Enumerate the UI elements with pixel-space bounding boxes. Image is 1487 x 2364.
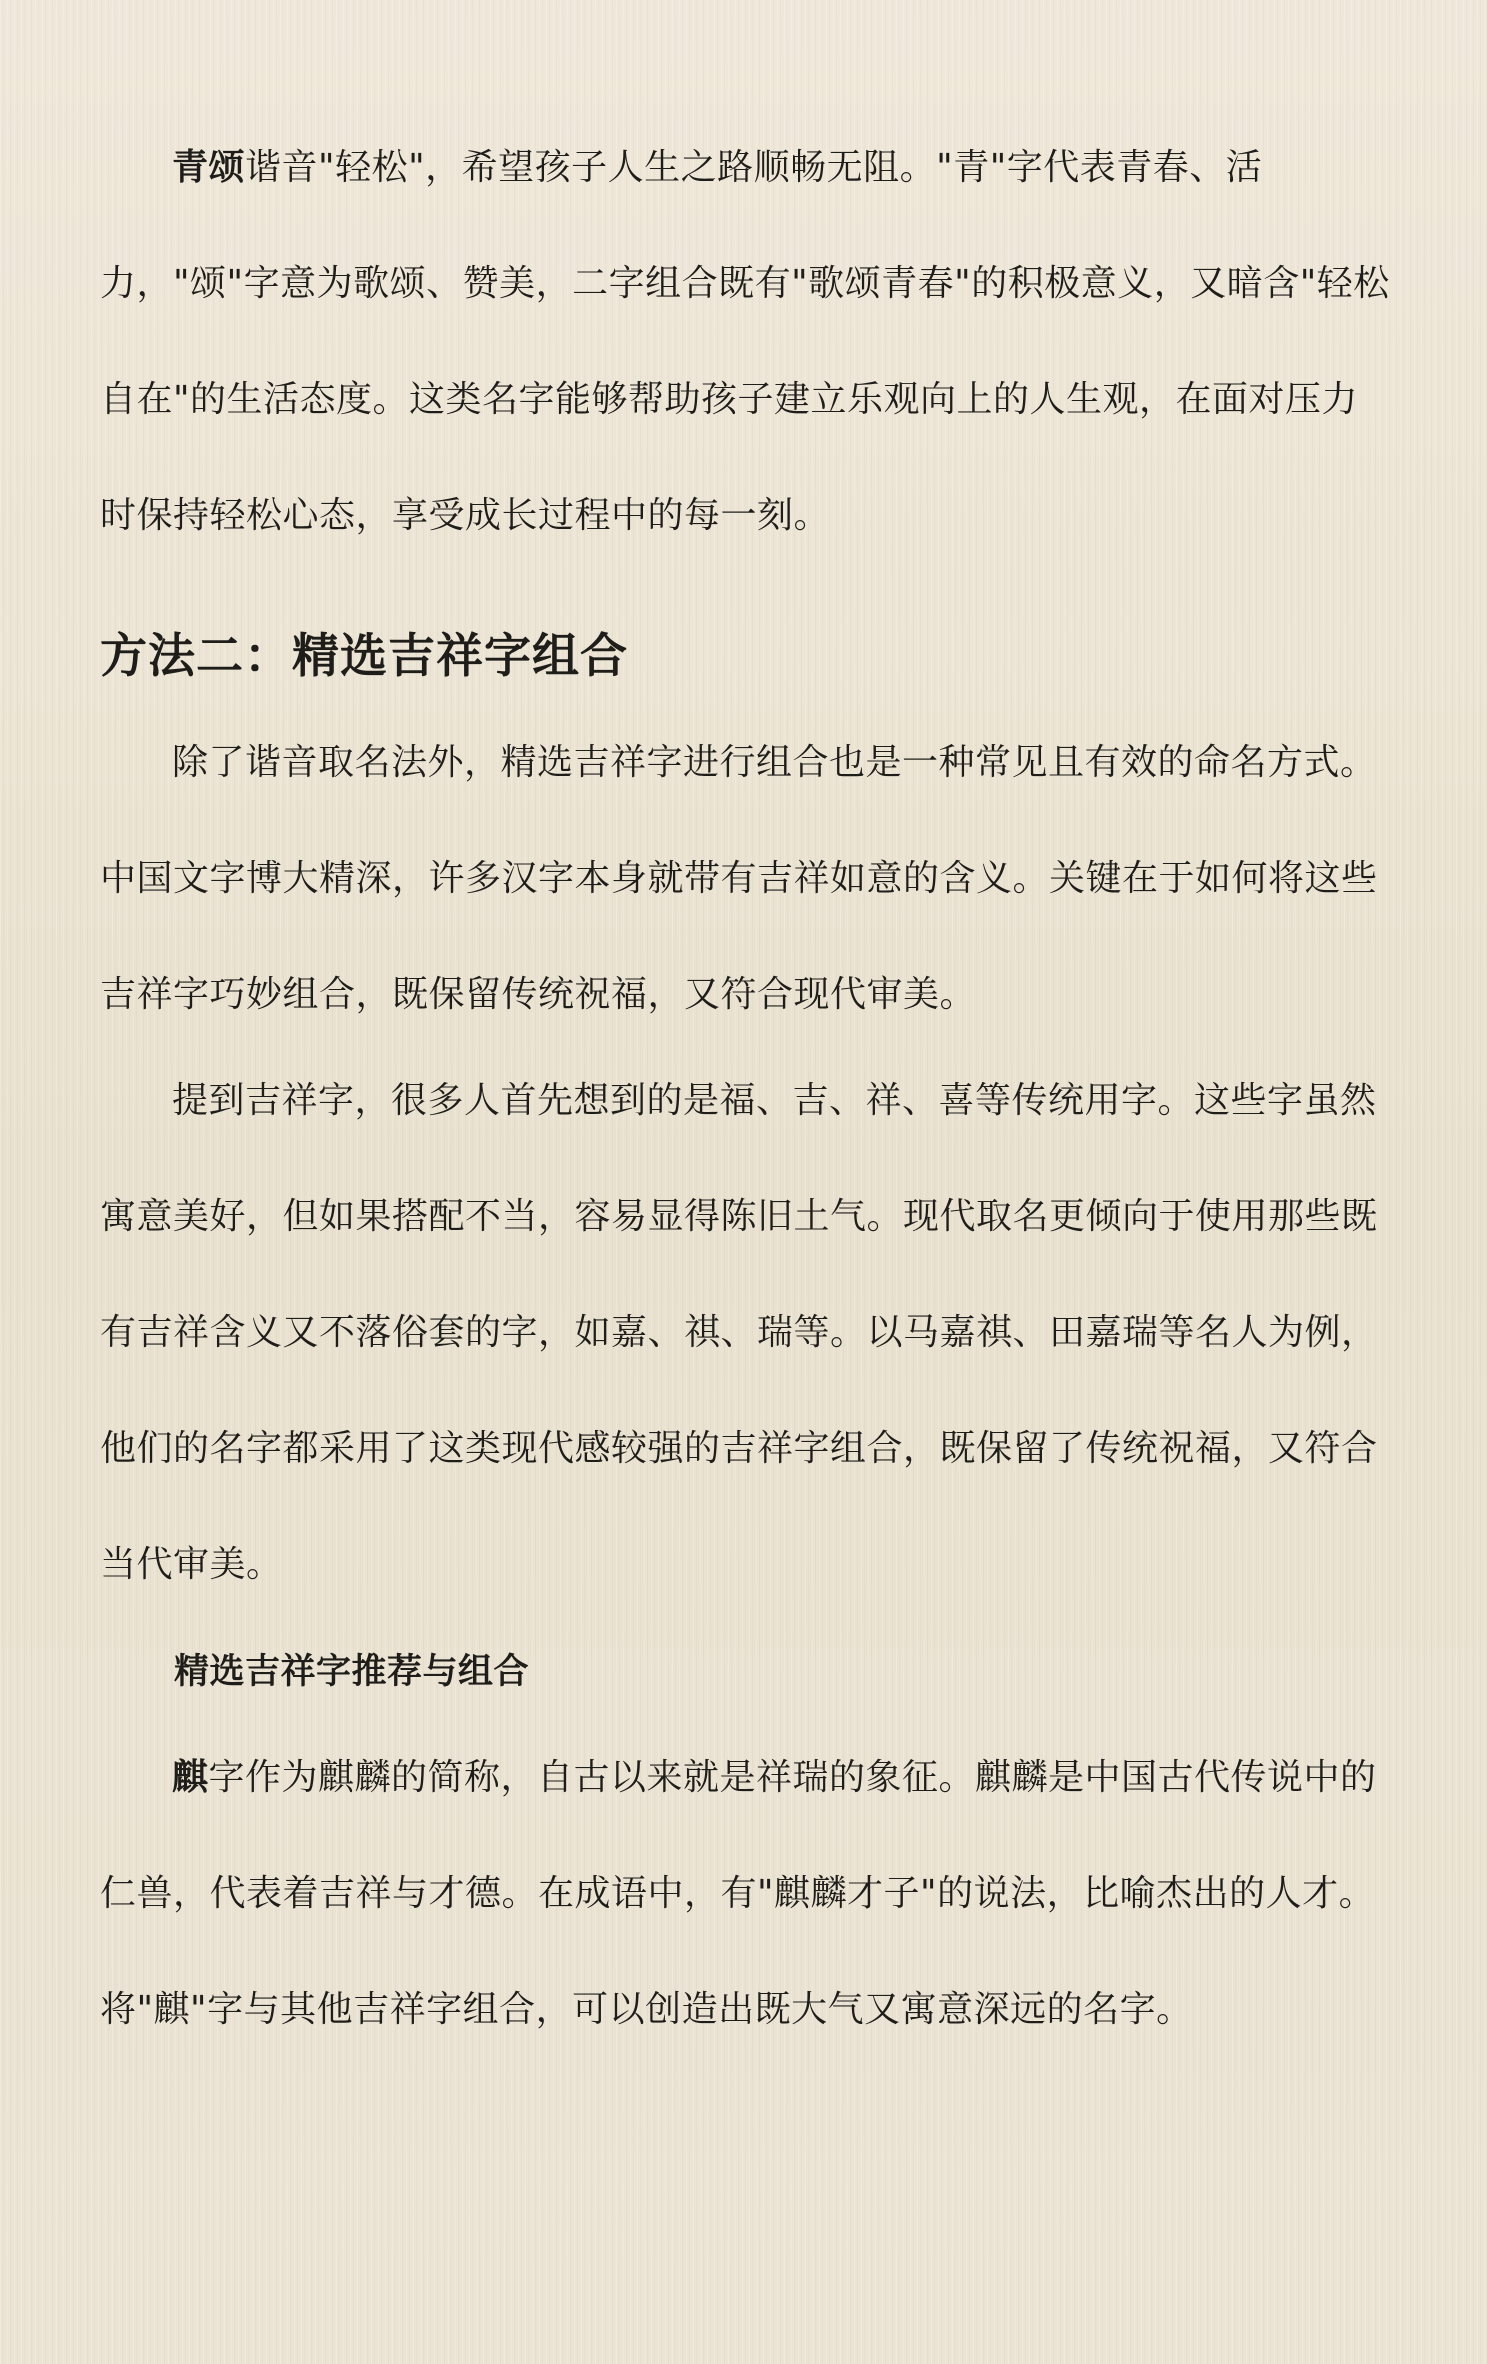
paragraph-qingsong <box>100 110 1390 574</box>
paragraph-examples: 提到吉祥字，很多人首先想到的是福、吉、祥、喜等传统用字。这些字虽然寓意美好，但如果搭配不当，容易显得陈旧土气。现代取名更倾向于使用那些既有吉祥含义又不落俗套的字，如嘉、祺、瑞等。以马嘉祺、田嘉瑞等名人为例，他们的名字都采用了这类现代感较强的吉祥字组合，既保留了传统祝福，又符合当代审美。 <box>100 1080 1378 1585</box>
subheading: 精选吉祥字推荐与组合 <box>174 1652 530 1692</box>
name-term-qingsong: 青颂 <box>172 147 246 188</box>
paragraph-qi <box>100 1720 1390 2068</box>
name-term-qi: 麒 <box>172 1757 209 1798</box>
paragraph-intro: 除了谐音取名法外，精选吉祥字进行组合也是一种常见且有效的命名方式。中国文字博大精深，许多汉字本身就带有吉祥如意的含义。关键在于如何将这些吉祥字巧妙组合，既保留传统祝福，又符合现代审美。 <box>100 742 1378 1015</box>
paragraph-text: 字作为麒麟的简称，自古以来就是祥瑞的象征。麒麟是中国古代传说中的仁兽，代表着吉祥与才德。在成语中，有"麒麟才子"的说法，比喻杰出的人才。将"麒"字与其他吉祥字组合，可以创造出既大气又寓意深远的名字。 <box>100 1757 1377 2030</box>
section-heading: 方法二：精选吉祥字组合 <box>100 629 628 684</box>
paragraph-text: 谐音"轻松"，希望孩子人生之路顺畅无阻。"青"字代表青春、活力，"颂"字意为歌颂、赞美，二字组合既有"歌颂青春"的积极意义，又暗含"轻松自在"的生活态度。这类名字能够帮助孩子建立乐观向上的人生观，在面对压力时保持轻松心态，享受成长过程中的每一刻。 <box>100 147 1390 536</box>
